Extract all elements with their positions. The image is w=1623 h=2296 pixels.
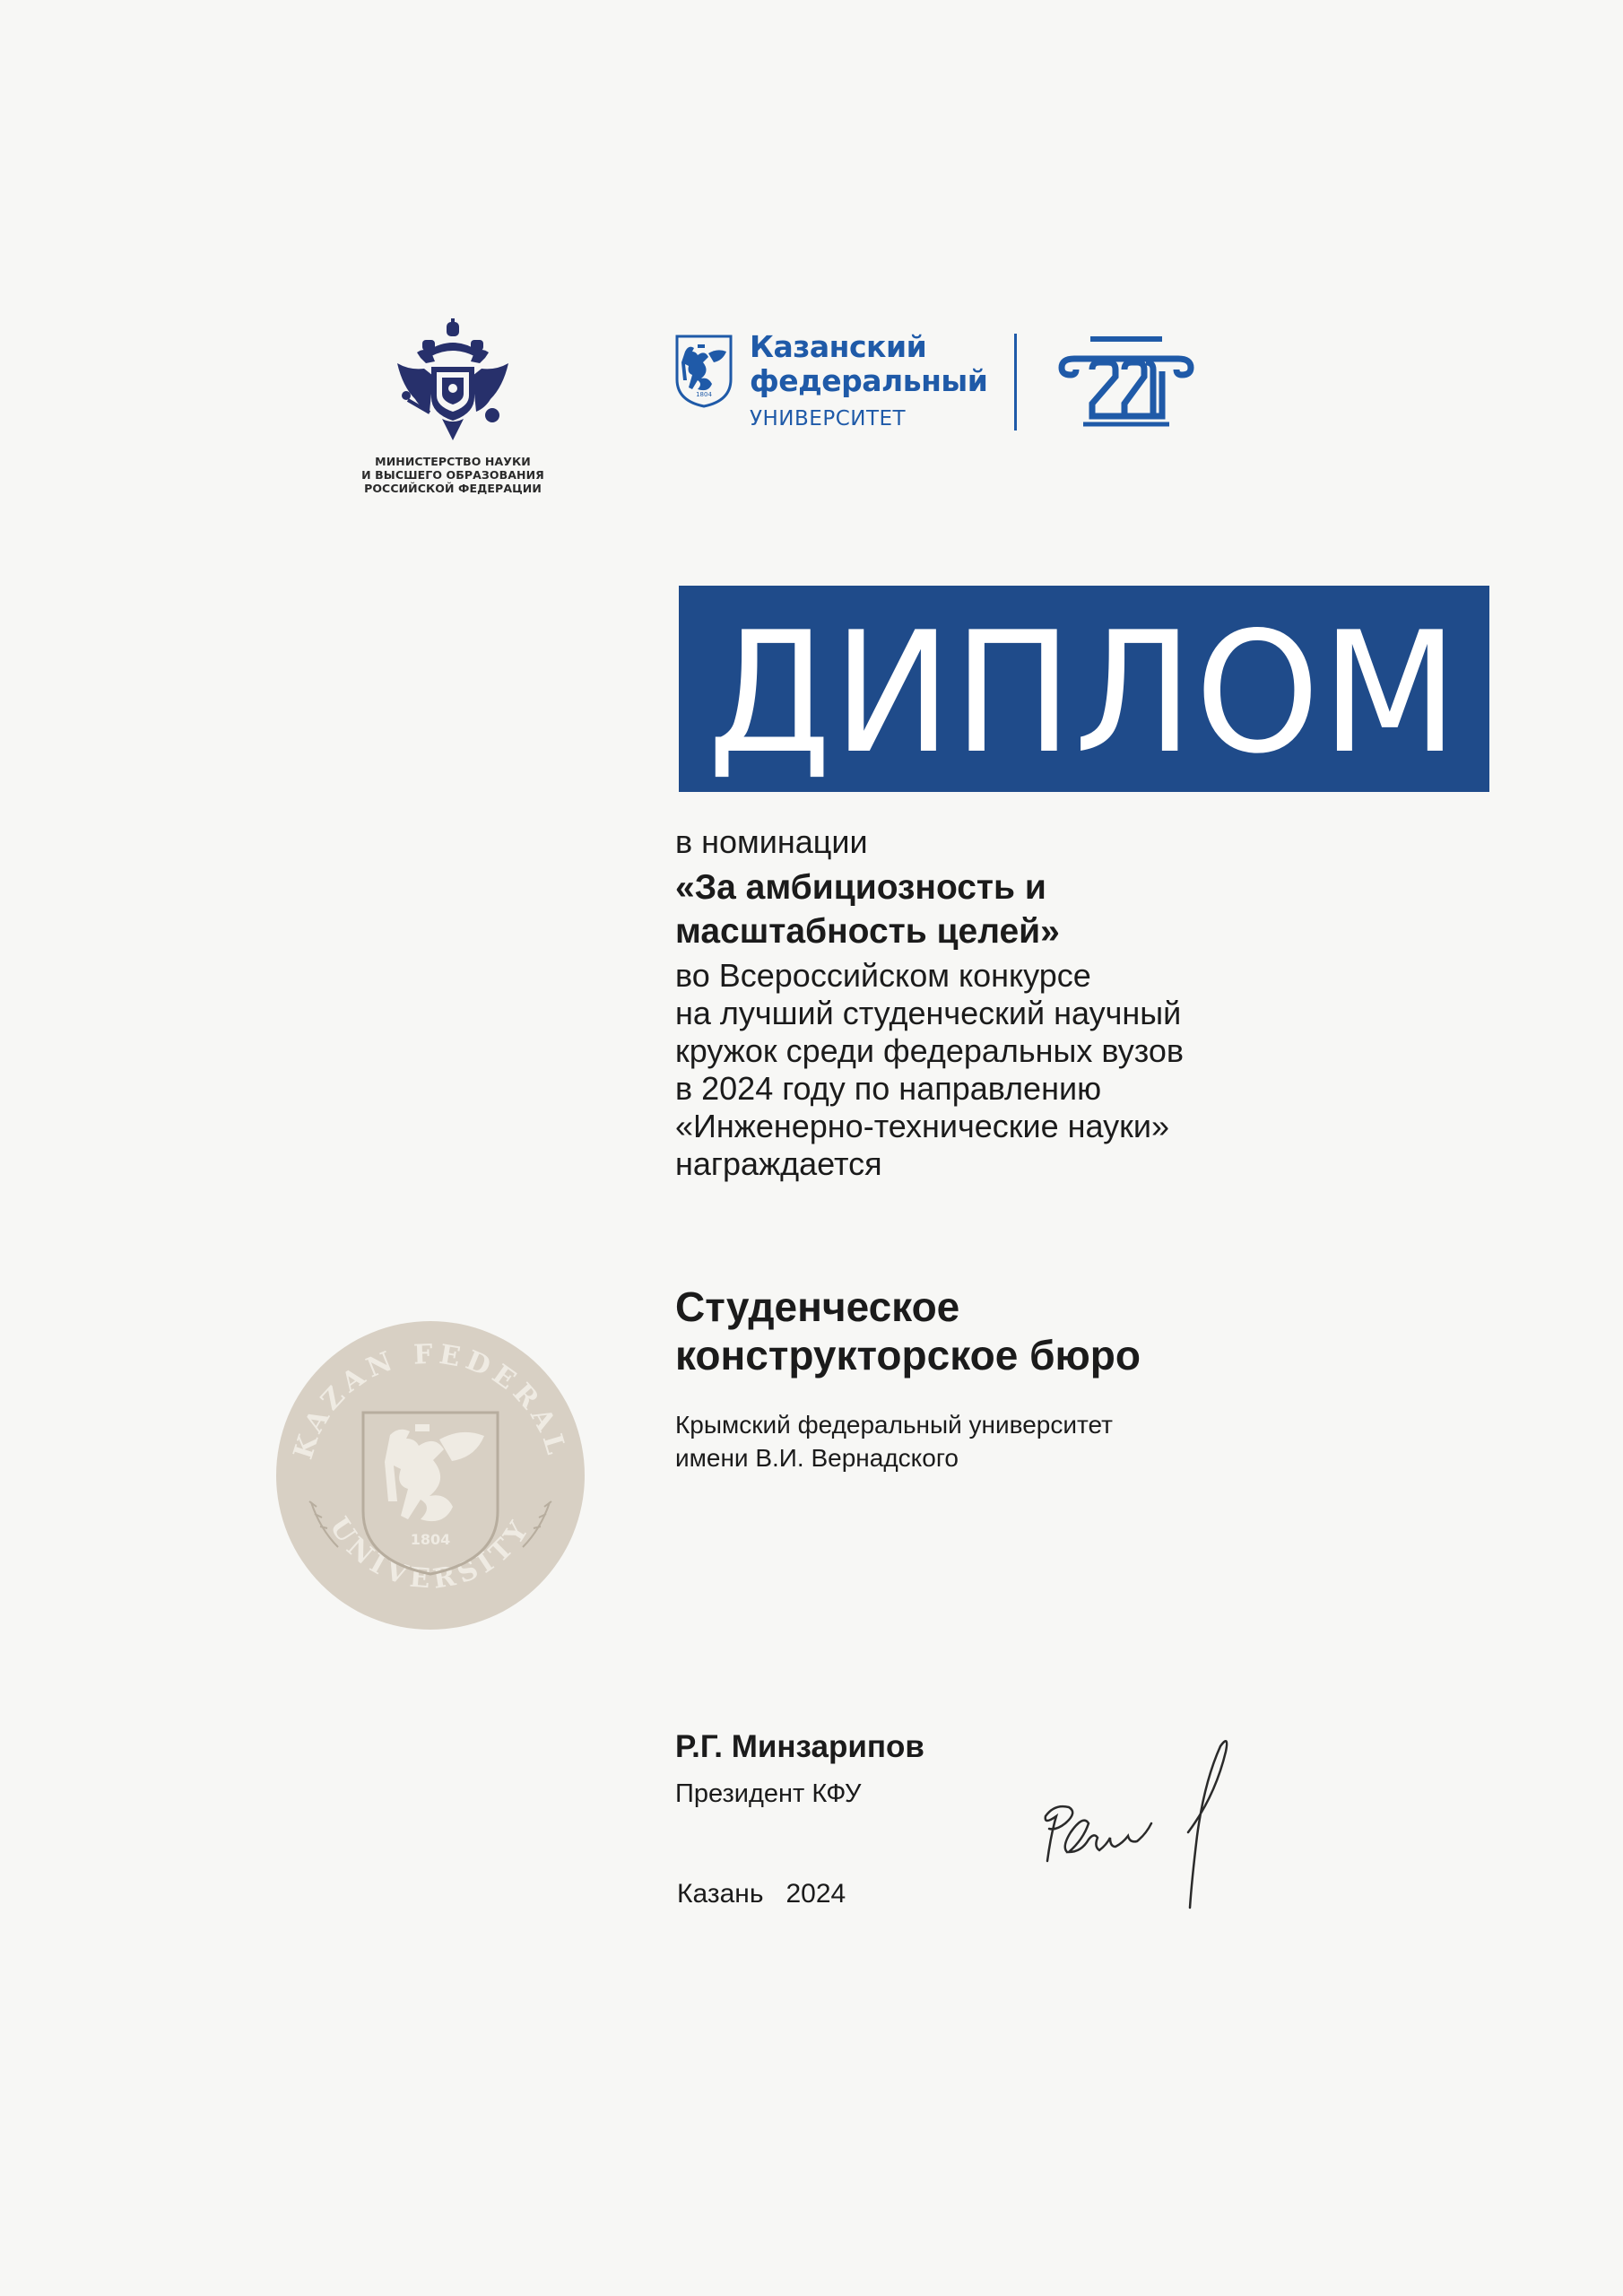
description-line-3: кружок среди федеральных вузов	[675, 1032, 1185, 1069]
svg-text:1804: 1804	[410, 1531, 451, 1548]
kazan-federal-university-seal-icon	[247, 1292, 614, 1659]
organization-line-1: Крымский федеральный университет	[675, 1411, 1113, 1439]
description-line-4: в 2024 году по направлению	[675, 1070, 1102, 1107]
awardee-name-line-1: Студенческое	[675, 1283, 960, 1330]
nomination-title-line-1: «За амбициозность и	[675, 868, 1046, 907]
organization-line-2: имени В.И. Вернадского	[675, 1444, 959, 1472]
handwritten-signature-icon	[1031, 1726, 1264, 1915]
svg-text:1804: 1804	[696, 391, 712, 398]
description-line-5: «Инженерно-технические науки»	[675, 1108, 1170, 1144]
signatory-name: Р.Г. Минзарипов	[675, 1729, 924, 1764]
place-and-date: Казань 2024	[677, 1879, 846, 1909]
university-name-line-1: Казанский	[750, 329, 927, 364]
ministry-name-line-2: И ВЫСШЕГО ОБРАЗОВАНИЯ	[361, 468, 544, 482]
awardee-name-line-2: конструкторское бюро	[675, 1332, 1141, 1378]
diploma-title-banner	[679, 586, 1489, 792]
description-line-1: во Всероссийском конкурсе	[675, 957, 1091, 994]
ministry-name-line-3: РОССИЙСКОЙ ФЕДЕРАЦИИ	[364, 482, 542, 495]
svg-text:KAZAN FEDERAL: KAZAN FEDERAL	[287, 1338, 573, 1464]
awarded-label: награждается	[675, 1145, 882, 1182]
diploma-title: ДИПЛОМ	[707, 596, 1461, 790]
nomination-intro: в номинации	[675, 823, 868, 860]
svg-text:UNIVERSITY: UNIVERSITY	[323, 1511, 538, 1596]
nomination-title-line-2: масштабность целей»	[675, 912, 1060, 951]
award-description	[675, 823, 1482, 1183]
ministry-name-line-1: МИНИСТЕРСТВО НАУКИ	[375, 455, 531, 468]
university-name-line-2: федеральный	[750, 363, 988, 398]
ionic-column-220-icon	[1056, 335, 1196, 429]
logo-divider	[1014, 334, 1017, 430]
university-name-line-3: УНИВЕРСИТЕТ	[750, 407, 907, 430]
kfu-dragon-shield-icon	[674, 334, 733, 409]
ministry-logo	[354, 318, 551, 495]
double-headed-eagle-icon	[390, 318, 516, 444]
description-line-2: на лучший студенческий научный	[675, 995, 1182, 1031]
awardee-name	[675, 1283, 1141, 1379]
awardee-organization	[675, 1408, 1113, 1474]
signatory-title: Президент КФУ	[675, 1779, 862, 1808]
